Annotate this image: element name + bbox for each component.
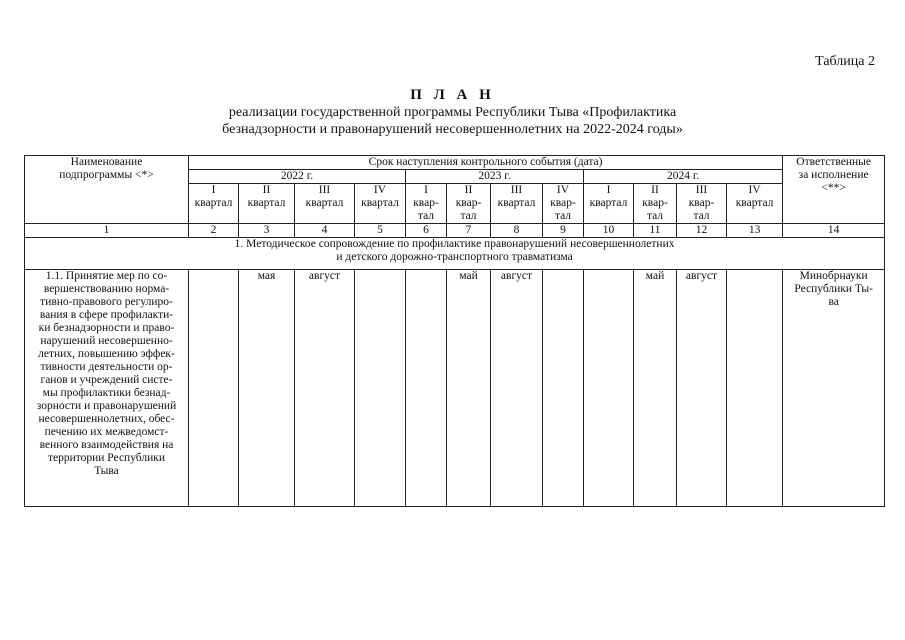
row-date-cell [355, 270, 406, 507]
column-number-cell: 6 [406, 224, 447, 238]
table-row [25, 270, 885, 507]
header-quarter-cell [189, 184, 239, 224]
row-name-line: Тыва [94, 465, 119, 477]
row-name-line: печению их межведомст- [44, 426, 169, 438]
column-number-cell: 13 [727, 224, 783, 238]
section-row [25, 238, 885, 270]
header-quarter-cell [634, 184, 677, 224]
section-heading [25, 238, 885, 270]
header-quarter-cell [727, 184, 783, 224]
header-quarter-cell [355, 184, 406, 224]
row-name-line: территории Республики [47, 452, 166, 464]
header-responsible-line: <**> [821, 182, 846, 194]
column-number-cell: 2 [189, 224, 239, 238]
header-quarter-line: IV [373, 184, 387, 196]
column-number-cell: 7 [447, 224, 491, 238]
column-number-cell: 8 [491, 224, 543, 238]
header-quarter-line: квартал [589, 197, 628, 209]
row-responsible-line: Минобрнауки [799, 270, 868, 282]
header-quarter-line: IV [748, 184, 761, 196]
row-date-cell: май [447, 270, 491, 507]
row-name-line: мы профилактики безнад- [42, 387, 171, 399]
row-responsible-line: ва [828, 296, 839, 308]
row-name-line: ки безнадзорности и право- [38, 322, 175, 334]
row-name-line: летних, повышению эффек- [38, 348, 175, 360]
header-deadline: Срок наступления контрольного события (дата) [189, 156, 783, 170]
header-quarter-line: квартал [305, 197, 344, 209]
header-responsible-line: Ответственные [796, 156, 871, 168]
section-heading-line: 1. Методическое сопровождение по профилактике правонарушений несовершеннолетних [234, 238, 675, 250]
header-quarter-line: II [464, 184, 473, 196]
header-quarter-cell [406, 184, 447, 224]
header-quarter-line: тал [417, 210, 435, 222]
row-date-cell: май [634, 270, 677, 507]
header-quarter-line: III [510, 184, 523, 196]
section-heading-line: и детского дорожно-транспортного травматизма [336, 251, 573, 263]
header-quarter-line: IV [556, 184, 570, 196]
header-responsible-line: за исполнение [798, 169, 869, 181]
header-quarter-cell [543, 184, 584, 224]
header-quarter-cell [677, 184, 727, 224]
row-responsible-line: Республики Ты- [794, 283, 873, 295]
row-name-cell [25, 270, 189, 507]
column-number-cell: 5 [355, 224, 406, 238]
column-number-row [25, 224, 885, 238]
header-quarter-line: II [262, 184, 271, 196]
header-quarter-line: квар- [550, 197, 576, 209]
row-responsible-cell [783, 270, 885, 507]
column-number-cell: 3 [239, 224, 295, 238]
row-name-line: вершенствованию норма- [43, 283, 170, 295]
row-date-cell: август [491, 270, 543, 507]
header-quarter-cell [295, 184, 355, 224]
header-year-2024: 2024 г. [584, 170, 783, 184]
plan-subtitle-line-1: реализации государственной программы Республики Тыва «Профилактика [228, 105, 677, 120]
row-name-line: нарушений несовершенно- [40, 335, 173, 347]
header-quarter-cell [239, 184, 295, 224]
column-number-cell: 4 [295, 224, 355, 238]
header-quarter-cell [584, 184, 634, 224]
header-quarter-line: квартал [194, 197, 233, 209]
header-year-2023: 2023 г. [406, 170, 584, 184]
row-name-line: тивно-правового регулиро- [40, 296, 173, 308]
header-quarter-line: квартал [497, 197, 536, 209]
header-quarter-line: II [651, 184, 659, 196]
row-date-cell: август [295, 270, 355, 507]
row-date-cell [189, 270, 239, 507]
header-quarter-line: квар- [413, 197, 439, 209]
row-date-cell [727, 270, 783, 507]
row-date-cell [406, 270, 447, 507]
header-quarter-line: тал [460, 210, 477, 222]
column-number-cell: 12 [677, 224, 727, 238]
header-row-1 [25, 156, 885, 170]
row-date-cell [543, 270, 584, 507]
header-quarter-cell [447, 184, 491, 224]
row-date-cell: август [677, 270, 727, 507]
header-quarter-line: тал [554, 210, 572, 222]
row-date-cell: мая [239, 270, 295, 507]
header-quarter-line: III [318, 184, 331, 196]
header-quarter-cell [491, 184, 543, 224]
header-quarter-line: III [695, 184, 708, 196]
column-number-cell: 9 [543, 224, 584, 238]
header-quarter-line: квартал [361, 197, 399, 209]
header-name-line: Наименование [70, 156, 143, 168]
header-quarter-line: квар- [642, 197, 668, 209]
table-number-label: Таблица 2 [815, 54, 875, 69]
header-quarter-line: I [211, 184, 216, 196]
column-number-cell: 10 [584, 224, 634, 238]
header-quarter-line: квар- [455, 197, 482, 209]
header-responsible [783, 156, 885, 224]
plan-subtitle-line-2: безнадзорности и правонарушений несовершеннолетних на 2022-2024 годы» [222, 122, 683, 137]
header-name-column [25, 156, 189, 224]
row-name-line: 1.1. Принятие мер по со- [45, 270, 168, 282]
header-quarter-line: квар- [688, 197, 715, 209]
row-name-line: вания в сфере профилакти- [39, 309, 174, 321]
row-name-line: венного взаимодействия на [39, 439, 174, 451]
row-name-line: тивности деятельности ор- [40, 361, 173, 373]
column-number-cell: 11 [634, 224, 677, 238]
row-name-line: зорности и правонарушений [36, 400, 177, 412]
row-name-line: ганов и учреждений систе- [40, 374, 173, 386]
column-number-cell: 14 [783, 224, 885, 238]
header-quarter-line: I [606, 184, 611, 196]
header-quarter-line: тал [693, 210, 710, 222]
column-number-cell: 1 [25, 224, 189, 238]
plan-table [24, 155, 885, 507]
header-quarter-line: квартал [247, 197, 286, 209]
header-quarter-line: тал [646, 210, 664, 222]
header-quarter-line: квартал [735, 197, 774, 209]
row-date-cell [584, 270, 634, 507]
header-name-line: подпрограммы <*> [59, 169, 154, 181]
row-name-line: несовершеннолетних, обес- [38, 413, 175, 425]
plan-title: П Л А Н [410, 87, 495, 103]
header-year-2022: 2022 г. [189, 170, 406, 184]
header-quarter-line: I [424, 184, 428, 196]
